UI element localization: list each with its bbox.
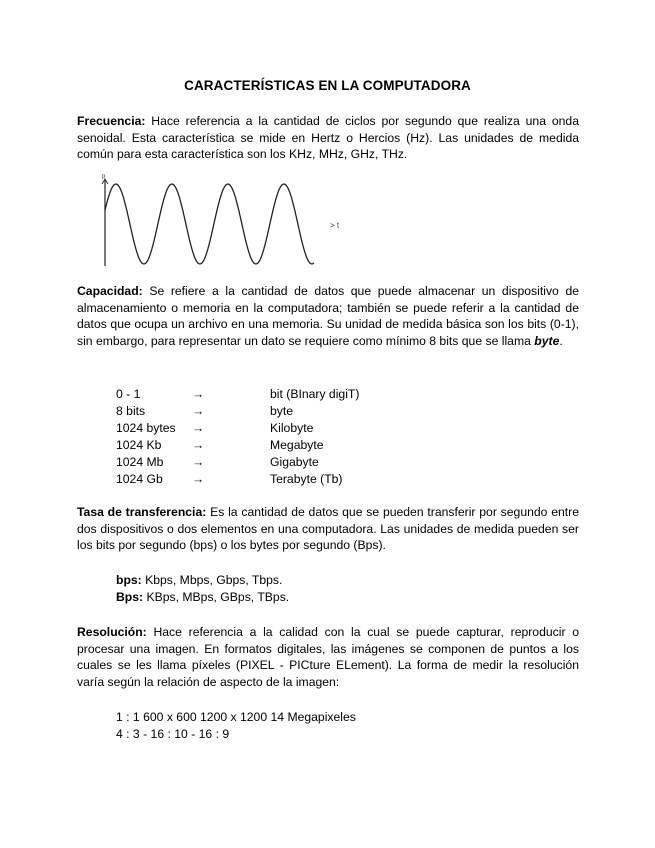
units-row (116, 386, 359, 403)
units-row (116, 420, 359, 437)
tasa-paragraph (77, 504, 579, 554)
rates-list (116, 572, 289, 606)
units-row (116, 454, 359, 471)
page-title: CARACTERÍSTICAS EN LA COMPUTADORA (184, 78, 471, 93)
wave-y-axis-label: p (102, 174, 106, 180)
arrow-icon: → (192, 437, 205, 452)
ratios-list (116, 709, 356, 743)
arrow-icon: → (192, 403, 205, 418)
unit-to: Kilobyte (270, 420, 314, 435)
rate-line-bps (116, 572, 289, 589)
unit-to: byte (270, 403, 294, 418)
sine-curve (105, 184, 314, 264)
resolucion-paragraph (77, 624, 579, 690)
units-table (116, 386, 359, 487)
arrow-icon: → (192, 471, 205, 486)
arrow-icon: → (192, 454, 205, 469)
unit-to: Gigabyte (270, 454, 319, 469)
sine-wave-figure (96, 170, 356, 270)
rate-value: Kbps, Mbps, Gbps, Tbps. (141, 573, 283, 587)
frecuencia-text: Hace referencia a la cantidad de ciclos por segundo que realiza una onda senoidal. Esta característica se mide en Hertz o Hercios (Hz). Las unidades de medida común para esta característica son los KHz, MHz, GHz, THz. (77, 114, 579, 162)
capacidad-end: . (559, 333, 563, 348)
unit-from: 1024 Kb (116, 437, 162, 452)
rate-line-Bps (116, 589, 289, 606)
unit-from: 1024 Mb (116, 454, 164, 469)
frecuencia-label: Frecuencia: (77, 114, 146, 128)
wave-x-axis-label: > t (330, 221, 340, 230)
capacidad-label: Capacidad: (77, 284, 143, 298)
unit-from: 0 - 1 (116, 387, 141, 401)
units-row (116, 403, 359, 420)
resolucion-text: Hace referencia a la calidad con la cual se puede capturar, reproducir o procesar una imagen. En formatos digitales, las imágenes se componen de puntos a los cuales se les llama píxeles (PIXEL - PICture ELement). La forma de medir la resolución varía según la relación de aspecto de la imagen: (77, 625, 579, 689)
rate-value: KBps, MBps, GBps, TBps. (143, 590, 290, 604)
rate-label: bps: (116, 573, 142, 587)
units-row (116, 471, 359, 488)
capacidad-text: Se refiere a la cantidad de datos que puede almacenar un dispositivo de almacenamiento o memoria en la computadora; también se puede referir a la cantidad de datos que ocupa un archivo en una memoria. Su unidad de medida básica son los bits (0-1), sin embargo, para representar un dato se requiere como mínimo 8 bits que se llama (77, 284, 579, 348)
capacidad-paragraph (77, 283, 579, 349)
tasa-text: Es la cantidad de datos que se pueden transferir por segundo entre dos dispositivos o dos elementos en una computadora. Las unidades de medida pueden ser los bits por segundo (bps) o los bytes por segundo (Bps). (77, 505, 579, 553)
tasa-label: Tasa de transferencia: (77, 505, 207, 519)
capacidad-emphasis: byte (534, 333, 560, 348)
ratio-line: 1 : 1 600 x 600 1200 x 1200 14 Megapixeles (116, 710, 356, 724)
ratio-line: 4 : 3 - 16 : 10 - 16 : 9 (116, 727, 230, 741)
rate-label: Bps: (116, 590, 144, 604)
unit-to: bit (BInary digiT) (270, 387, 360, 401)
units-row (116, 437, 359, 454)
unit-from: 1024 bytes (116, 420, 176, 435)
unit-to: Terabyte (Tb) (270, 471, 343, 486)
resolucion-label: Resolución: (77, 625, 147, 639)
frecuencia-paragraph (77, 113, 579, 163)
arrow-icon: → (192, 420, 205, 435)
unit-to: Megabyte (270, 437, 324, 452)
unit-from: 8 bits (116, 403, 146, 418)
arrow-icon: → (192, 387, 205, 401)
unit-from: 1024 Gb (116, 471, 163, 486)
